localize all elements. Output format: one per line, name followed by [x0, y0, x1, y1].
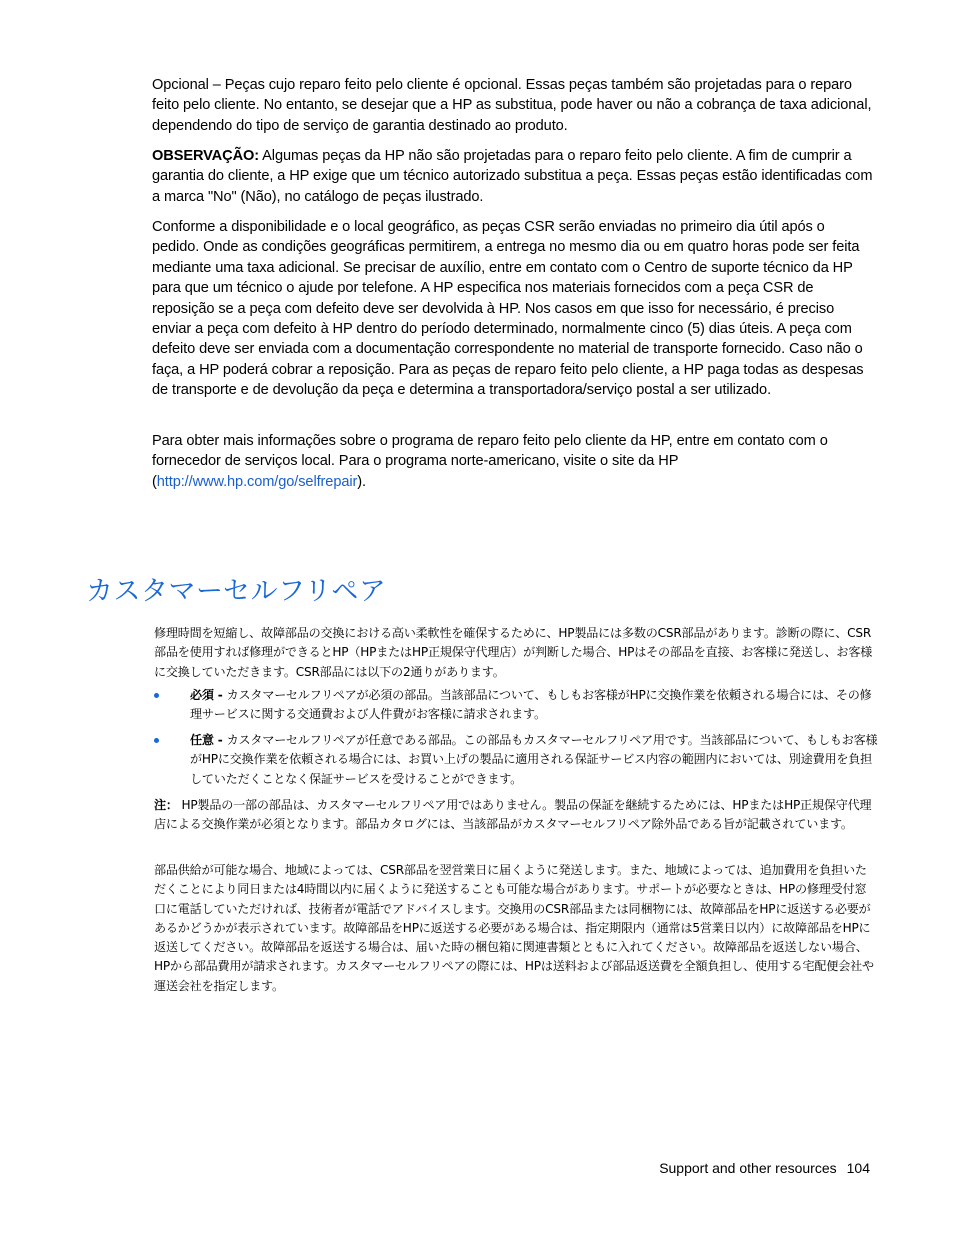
jp-note-text: HP製品の一部の部品は、カスタマーセルフリペア用ではありません。製品の保証を継続するためには、HPまたはHP正規保守代理店による交換作業が必須となります。部品カタログには、当該部品がカスタマーセルフリペア除外品である旨が記載されています。 [154, 798, 872, 832]
jp-intro-text: 修理時間を短縮し、故障部品の交換における高い柔軟性を確保するために、HP製品には多数のCSR部品があります。診断の際に、CSR部品を使用すれば修理ができるとHP（HPまたはHP正規保守代理店）が判断した場合、HPはその部品を直接、お客様に発送し、お客様に交換していただきます。CSR部品には以下の2通りがあります。 [154, 626, 873, 679]
mandatory-label: 必須 - [190, 688, 227, 702]
jp-note-label: 注： [154, 798, 178, 812]
paragraph-optional [152, 75, 874, 136]
paragraph-jp-supply [154, 861, 878, 996]
optional-label: 任意 - [190, 733, 227, 747]
jp-supply-text: 部品供給が可能な場合、地域によっては、CSR部品を翌営業日に届くように発送します。また、地域によっては、追加費用を負担いただくことにより同日または4時間以内に届くように発送することも可能な場合があります。サポートが必要なときは、HPの修理受付窓口に電話していただければ、技術者が電話でアドバイスします。交換用のCSR部品または同梱物には、故障部品をHPに返送する必要があるかどうかが表示されています。故障部品をHPに返送する必要がある場合は、指定期限内（通常は5営業日以内）に故障部品をHPに返送してください。故障部品を返送する場合は、届いた時の梱包箱に関連書類とともに入れてください。故障部品を返送しない場合、HPから部品費用が請求されます。カスタマーセルフリペアの際には、HPは送料および部品返送費を全額負担し、使用する宅配便会社や運送会社を指定します。 [154, 863, 874, 993]
note-text: Algumas peças da HP não são projetadas para o reparo feito pelo cliente. A fim de cumprir a garantia do cliente, a HP exige que um técnico autorizado substitua a peça. Essas peças estão identificadas com a marca "No" (Não), no catálogo de peças ilustrado. [152, 148, 873, 205]
mandatory-text: カスタマーセルフリペアが必須の部品。当該部品について、もしもお客様がHPに交換作業を依頼される場合には、その修理サービスに関する交通費および人件費がお客様に請求されます。 [190, 688, 872, 722]
optional-jp-text: カスタマーセルフリペアが任意である部品。この部品もカスタマーセルフリペア用です。当該部品について、もしもお客様がHPに交換作業を依頼される場合には、お買い上げの製品に適用される保証サービス内容の範囲内においては、別途費用を負担していただくことなく保証サービスを受けることができます。 [190, 733, 878, 786]
page-footer [659, 1158, 870, 1178]
paragraph-note-pt [152, 146, 874, 207]
note-label: OBSERVAÇÃO: [152, 148, 260, 164]
availability-text: Conforme a disponibilidade e o local geográfico, as peças CSR serão enviadas no primeiro dia útil após o pedido. Onde as condições geográficas permitirem, a entrega no mesmo dia ou em quatro horas pode ser feita mediante uma taxa adicional. Se precisar de auxílio, entre em contato com o Centro de suporte técnico da HP para que um técnico o ajude por telefone. A HP especifica nos materiais fornecidos com a peça CSR de reposição se a peça com defeito deve ser devolvida à HP. Nos casos em que isso for necessário, é preciso enviar a peça com defeito à HP dentro do período determinado, normalmente cinco (5) dias úteis. A peça com defeito deve ser enviada com a documentação correspondente no material de transporte fornecido. Caso não o faça, a HP poderá cobrar a reposição. Para as peças de reparo feito pelo cliente, a HP paga todas as despesas de transporte e de devolução da peça e determina a transportadora/serviço postal a ser utilizado. [152, 219, 864, 399]
footer-section-title: Support and other resources [659, 1160, 837, 1176]
page-number: 104 [846, 1160, 870, 1176]
selfrepair-link[interactable]: http://www.hp.com/go/selfrepair [156, 473, 358, 490]
paragraph-more-info [152, 431, 874, 492]
paragraph-availability [152, 217, 874, 401]
optional-text: Opcional – Peças cujo reparo feito pelo cliente é opcional. Essas peças também são projetadas para o reparo feito pelo cliente. No entanto, se desejar que a HP as substitua, pode haver ou não a cobrança de taxa adicional, dependendo do tipo de serviço de garantia destinado ao produto. [152, 77, 872, 134]
bullet-icon [154, 738, 159, 743]
list-item-text [190, 686, 878, 725]
paragraph-jp-note [154, 796, 878, 835]
bullet-icon [154, 693, 159, 698]
more-info-text: Para obter mais informações sobre o programa de reparo feito pelo cliente da HP, entre em contato com o fornecedor de serviços local. Para o programa norte-americano, visite o site da HP ( [152, 433, 828, 490]
list-item-text [190, 731, 878, 789]
section-heading-japanese: カスタマーセルフリペア [86, 576, 387, 607]
more-info-end: ). [357, 473, 366, 490]
paragraph-jp-intro [154, 624, 878, 682]
